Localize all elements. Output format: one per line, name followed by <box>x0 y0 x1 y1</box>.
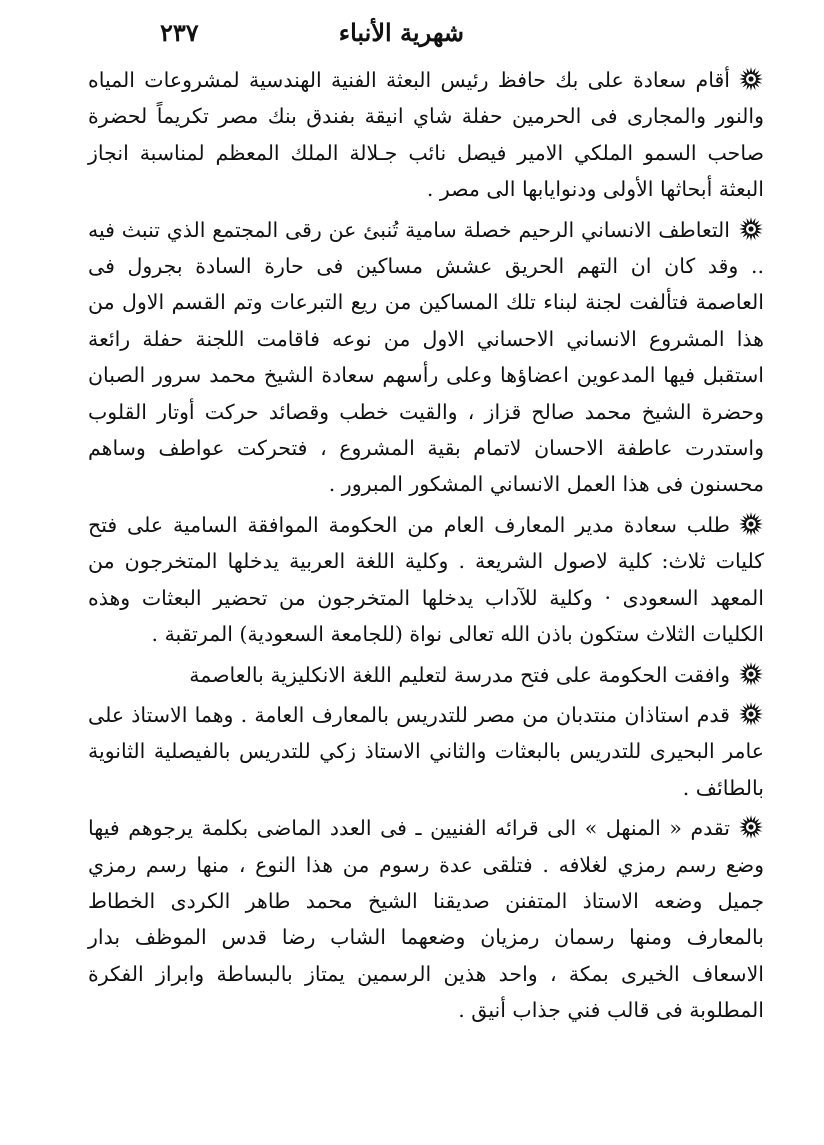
starburst-ornament-icon <box>738 661 764 687</box>
running-title: شهرية الأنباء <box>338 18 464 47</box>
starburst-ornament-icon <box>738 216 764 242</box>
news-item-text: أقام سعادة على بك حافظ رئيس البعثة الفنية الهندسية لمشروعات المياه والنور والمجارى فى الحرمين حفلة شاي انيقة بفندق بنك مصر تكريماً لحضرة صاحب السمو الملكي الامير فيصل نائب جـلالة الملك المعظم لمناسبة انجاز البعثة أبحاثها الأولى ودنوايابها الى مصر . <box>88 68 764 202</box>
news-item-3 <box>88 507 764 653</box>
news-item-text: وافقت الحكومة على فتح مدرسة لتعليم اللغة الانكليزية بالعاصمة <box>189 662 730 687</box>
page-header <box>88 14 764 62</box>
news-item-1 <box>88 62 764 208</box>
article-body <box>88 62 764 1029</box>
news-item-text: تقدم « المنهل » الى قرائه الفنيين ـ فى العدد الماضى بكلمة يرجوهم فيها وضع رسم رمزي لغلافه . فتلقى عدة رسوم من هذا النوع ، منها رسم رمزي جميل وضعه الاستاذ المتفنن صديقنا الشيخ محمد طاهر الكردى الخطاط بالمعارف ومنها رسمان رمزيان وضعهما الشاب رضا قدس الموظف بدار الاسعاف الخيرى بمكة ، واحد هذين الرسمين يمتاز بالبساطة وابراز الفكرة المطلوبة فى قالب فني جذاب أنيق . <box>88 816 764 1023</box>
news-item-4 <box>88 657 764 693</box>
news-item-text: قدم استاذان منتدبان من مصر للتدريس بالمعارف العامة . وهما الاستاذ على عامر البحيرى للتدريس بالبعثات والثاني الاستاذ زكي للتدريس بالفيصلية الثانوية بالطائف . <box>88 702 764 800</box>
starburst-ornament-icon <box>738 511 764 537</box>
news-item-5 <box>88 697 764 806</box>
starburst-ornament-icon <box>738 66 764 92</box>
news-item-text: التعاطف الانساني الرحيم خصلة سامية تُنبئ عن رقى المجتمع الذي تنبث فيه .. وقد كان ان التهم الحريق عشش مساكين فى حارة السادة بجرول فى العاصمة فتألفت لجنة لبناء تلك المساكين من ريع التبرعات وتم القسم الاول من هذا المشروع الانساني الاحساني الاول من نوعه فاقامت اللجنة حفلة رائعة استقبل فيها المدعوين اعضاؤها وعلى رأسهم سعادة الشيخ محمد سرور الصبان وحضرة الشيخ محمد صالح قزاز ، والقيت خطب وقصائد حركت أوتار القلوب واستدرت عاطفة الاحسان لاتمام بقية المشروع ، فتحركت عواطف وساهم محسنون فى هذا العمل الانساني المشكور المبرور . <box>88 217 764 497</box>
starburst-ornament-icon <box>738 701 764 727</box>
news-item-text: طلب سعادة مدير المعارف العام من الحكومة الموافقة السامية على فتح كليات ثلاث: كلية لاصول الشريعة . وكلية اللغة العربية يدخلها المتخرجون من المعهد السعودى · وكلية للآداب يدخلها المتخرجون من تحضير البعثات وهذه الكليات الثلاث ستكون باذن الله تعالى نواة (للجامعة السعودية) المرتقبة . <box>88 512 764 647</box>
news-item-2 <box>88 212 764 503</box>
news-item-6 <box>88 810 764 1028</box>
starburst-ornament-icon <box>738 814 764 840</box>
page-number: ٢٣٧ <box>160 18 199 47</box>
